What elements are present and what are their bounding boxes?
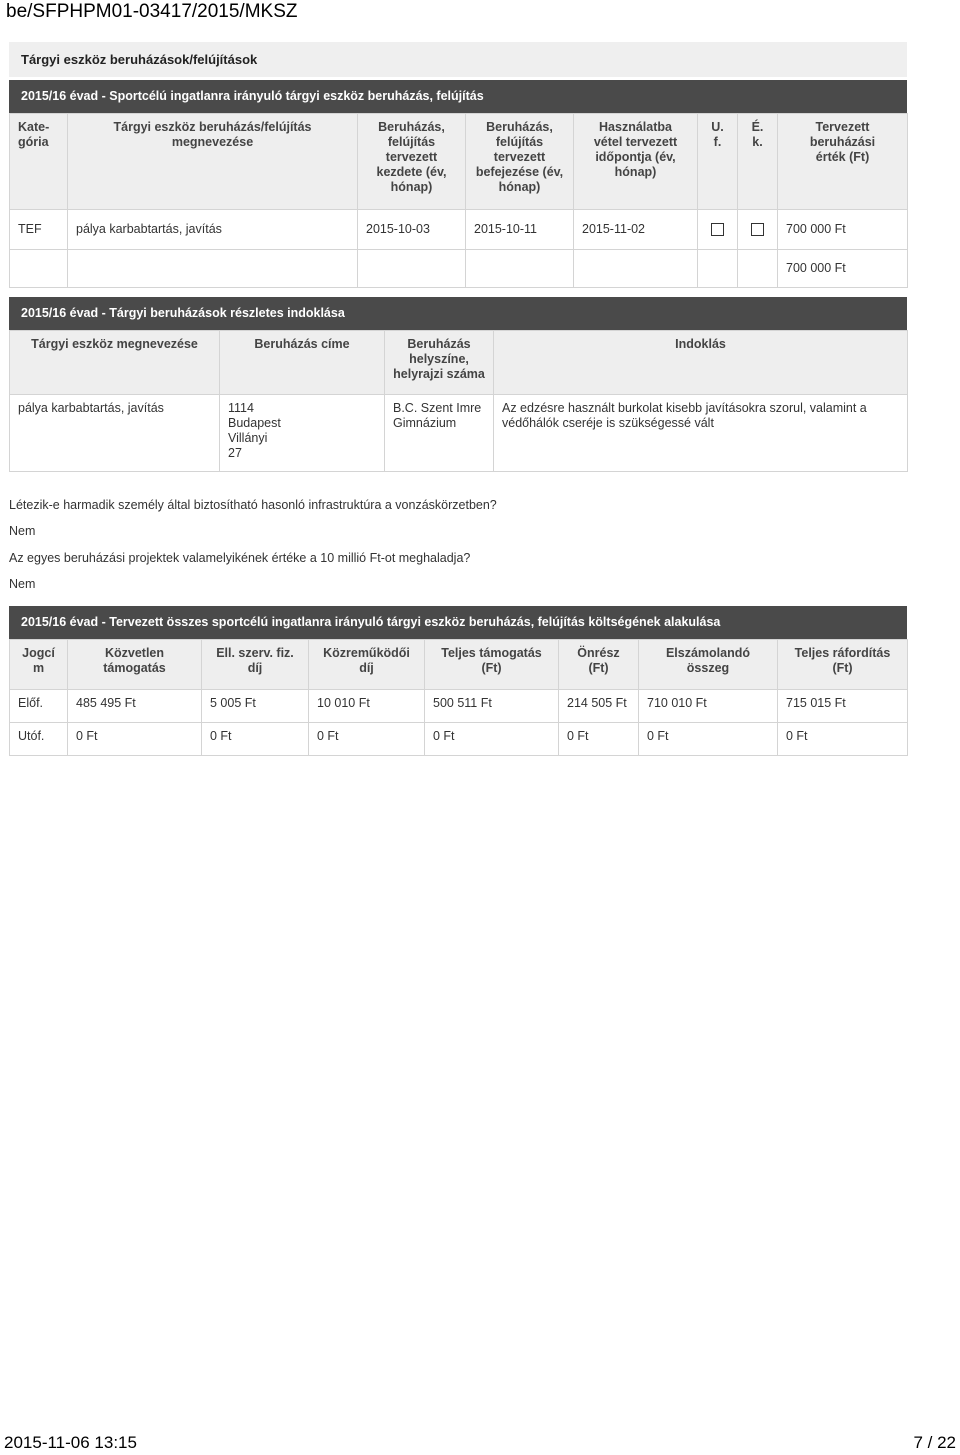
col-value: Tervezett beruházási érték (Ft): [778, 114, 908, 210]
col-end: Beruházás, felújítás tervezett befejezése (év, hónap): [466, 114, 574, 210]
cell: 500 511 Ft: [425, 690, 559, 723]
cell: 0 Ft: [309, 723, 425, 756]
question-1: Létezik-e harmadik személy által biztosítható hasonló infrastruktúra a vonzáskörzetben?: [9, 498, 497, 512]
col-fee: Ell. szerv. fiz. díj: [202, 640, 309, 690]
investment-header-row: [10, 114, 908, 210]
cell: 10 010 Ft: [309, 690, 425, 723]
col-own: Önrész (Ft): [559, 640, 639, 690]
cell-category: TEF: [10, 210, 68, 250]
total-row: [10, 250, 908, 288]
table-row: [10, 395, 908, 472]
cell-start: 2015-10-03: [358, 210, 466, 250]
cell: 5 005 Ft: [202, 690, 309, 723]
question-2: Az egyes beruházási projektek valamelyikének értéke a 10 millió Ft-ot meghaladja?: [9, 551, 471, 565]
cell: 715 015 Ft: [778, 690, 908, 723]
total-value: 700 000 Ft: [778, 250, 908, 288]
cell-value: 700 000 Ft: [778, 210, 908, 250]
col-reason: Indoklás: [494, 331, 908, 395]
footer-date: 2015-11-06 13:15: [4, 1433, 137, 1452]
cell: Előf.: [10, 690, 68, 723]
col-category: Kate- gória: [10, 114, 68, 210]
cell: 214 505 Ft: [559, 690, 639, 723]
col-uf: U. f.: [698, 114, 738, 210]
col-direct: Közvetlen támogatás: [68, 640, 202, 690]
col-ek: É. k.: [738, 114, 778, 210]
cell-reason: Az edzésre használt burkolat kisebb javításokra szorul, valamint a védőhálók cseréje is szükségessé vált: [494, 395, 908, 472]
cell: 485 495 Ft: [68, 690, 202, 723]
justification-header-row: [10, 331, 908, 395]
col-jogcim: Jogcí m: [10, 640, 68, 690]
cell-name: pálya karbabtartás, javítás: [68, 210, 358, 250]
cell: 0 Ft: [559, 723, 639, 756]
cell-uf: [698, 210, 738, 250]
uf-checkbox[interactable]: [711, 223, 724, 236]
cell-end: 2015-10-11: [466, 210, 574, 250]
table-row: [10, 210, 908, 250]
answer-2: Nem: [9, 577, 36, 591]
justification-table: [9, 330, 908, 472]
cell: 710 010 Ft: [639, 690, 778, 723]
costs-table: [9, 639, 908, 756]
cell-address: 1114 Budapest Villányi 27: [220, 395, 385, 472]
cell: 0 Ft: [68, 723, 202, 756]
table-row: [10, 690, 908, 723]
cell-ek: [738, 210, 778, 250]
col-contrib: Közreműködői díj: [309, 640, 425, 690]
col-total-cost: Teljes ráfordítás (Ft): [778, 640, 908, 690]
section-title: Tárgyi eszköz beruházások/felújítások: [9, 42, 907, 77]
investment-header: 2015/16 évad - Sportcélú ingatlanra irányuló tárgyi eszköz beruházás, felújítás: [9, 80, 907, 113]
col-total-support: Teljes támogatás (Ft): [425, 640, 559, 690]
cell: 0 Ft: [778, 723, 908, 756]
col-title: Beruházás címe: [220, 331, 385, 395]
costs-header-row: [10, 640, 908, 690]
answer-1: Nem: [9, 524, 36, 538]
cell: 0 Ft: [202, 723, 309, 756]
col-asset-name: Tárgyi eszköz beruházás/felújítás megnevezése: [68, 114, 358, 210]
justification-header: 2015/16 évad - Tárgyi beruházások részletes indoklása: [9, 297, 907, 330]
col-settle: Elszámolandó összeg: [639, 640, 778, 690]
cell-asset: pálya karbabtartás, javítás: [10, 395, 220, 472]
col-start: Beruházás, felújítás tervezett kezdete (év, hónap): [358, 114, 466, 210]
col-location: Beruházás helyszíne, helyrajzi száma: [385, 331, 494, 395]
cell: 0 Ft: [639, 723, 778, 756]
investment-table: [9, 113, 908, 288]
table-row: [10, 723, 908, 756]
page-number: 7 / 22: [913, 1433, 956, 1452]
cell-use: 2015-11-02: [574, 210, 698, 250]
col-asset: Tárgyi eszköz megnevezése: [10, 331, 220, 395]
costs-header: 2015/16 évad - Tervezett összes sportcélú ingatlanra irányuló tárgyi eszköz beruházás, felújítás költségének alakulása: [9, 606, 907, 639]
document-id: be/SFPHPM01-03417/2015/MKSZ: [6, 1, 298, 22]
cell: Utóf.: [10, 723, 68, 756]
col-use: Használatba vétel tervezett időpontja (év, hónap): [574, 114, 698, 210]
cell: 0 Ft: [425, 723, 559, 756]
ek-checkbox[interactable]: [751, 223, 764, 236]
cell-location: B.C. Szent Imre Gimnázium: [385, 395, 494, 472]
